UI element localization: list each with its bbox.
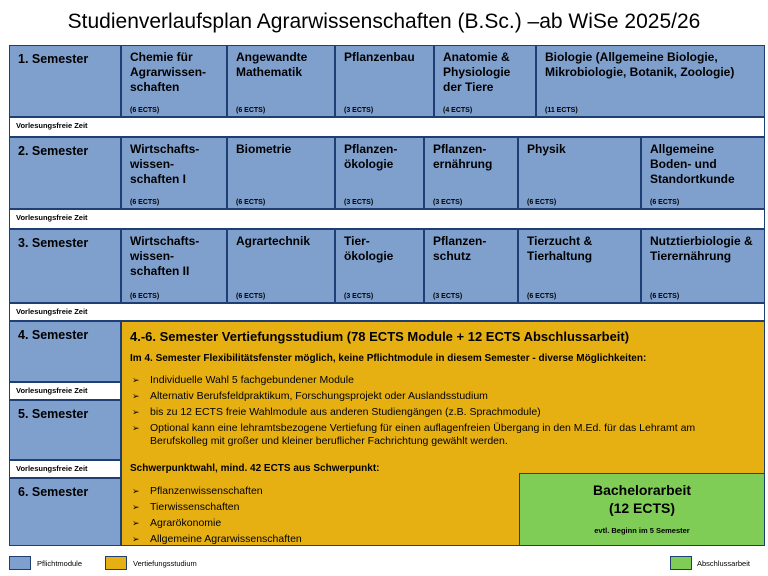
option-item: ➢ Alternativ Berufsfeldpraktikum, Forschungsprojekt oder Auslandsstudium [132,390,488,402]
module-name: Pflanzen-ökologie [344,142,398,171]
module-ects: (6 ECTS) [130,293,160,300]
module-cell [518,137,641,209]
focus-heading: Schwerpunktwahl, mind. 42 ECTS aus Schwerpunkt: [130,463,380,474]
module-name: Pflanzen-ernährung [433,142,493,171]
arrow-bullet-icon: ➢ [132,407,140,417]
module-cell [335,45,434,117]
lecture-free-period: Vorlesungsfreie Zeit [9,382,121,400]
thesis-note: evtl. Beginn im 5 Semester [594,526,690,535]
module-cell [434,45,536,117]
module-name: Biometrie [236,142,292,156]
thesis-ects: (12 ECTS) [608,500,676,516]
arrow-bullet-icon: ➢ [132,423,140,433]
module-ects: (6 ECTS) [130,107,160,114]
module-cell [121,229,227,303]
legend-label-pflicht: Pflichtmodule [37,559,83,568]
semester-5-label: 5. Semester [9,400,121,460]
arrow-bullet-icon: ➢ [132,486,140,496]
module-ects: (6 ECTS) [130,199,160,206]
thesis-title: Bachelorarbeit [592,482,692,498]
module-name: Tierzucht & Tierhaltung [527,234,593,263]
legend-swatch-abschluss [670,556,692,570]
semester-6-label: 6. Semester [9,478,121,546]
module-cell [641,229,765,303]
module-ects: (3 ECTS) [344,293,374,300]
module-ects: (3 ECTS) [433,199,463,206]
semester-1-label: 1. Semester [9,45,121,117]
module-ects: (11 ECTS) [545,107,578,114]
arrow-bullet-icon: ➢ [132,391,140,401]
focus-item: ➢ Tierwissenschaften [132,501,240,513]
focus-item: ➢ Allgemeine Agrarwissenschaften [132,533,302,545]
module-cell [518,229,641,303]
semester-3-label: 3. Semester [9,229,121,303]
option-item: ➢ Optional kann eine lehramtsbezogene Vertiefung für einen auflagenfreien Übergang in den M.Ed. für das Lehramt am Berufskolleg mit großer und kleiner beruflicher Fachrichtung gewählt werden. [132,422,696,447]
lecture-free-period: Vorlesungsfreie Zeit [9,303,765,321]
module-name: Pflanzenbau [344,50,415,64]
legend-label-abschluss: Abschlussarbeit [697,559,750,568]
module-ects: (3 ECTS) [344,199,374,206]
module-cell [536,45,765,117]
semester-4-label: 4. Semester [9,321,121,382]
module-cell [424,229,518,303]
module-cell [335,229,424,303]
module-name: Angewandte Mathematik [236,50,308,79]
module-ects: (6 ECTS) [527,293,557,300]
module-cell [335,137,424,209]
module-cell [641,137,765,209]
arrow-bullet-icon: ➢ [132,518,140,528]
arrow-bullet-icon: ➢ [132,502,140,512]
module-ects: (6 ECTS) [236,293,266,300]
option-item: ➢ bis zu 12 ECTS freie Wahlmodule aus anderen Studiengängen (z.B. Sprachmodule) [132,406,541,418]
module-cell [121,45,227,117]
module-name: Tier-ökologie [344,234,394,263]
specialization-heading: 4.-6. Semester Vertiefungsstudium (78 ECTS Module + 12 ECTS Abschlussarbeit) [130,329,630,344]
module-cell [227,137,335,209]
legend-label-vertiefung: Vertiefungsstudium [133,559,197,568]
option-item: ➢ Individuelle Wahl 5 fachgebundener Module [132,374,354,386]
page-title: Studienverlaufsplan Agrarwissenschaften (B.Sc.) –ab WiSe 2025/26 [67,10,701,33]
module-cell [227,229,335,303]
legend-swatch-vertiefung [105,556,127,570]
module-name: Chemie für Agrarwissen-schaften [130,50,207,94]
focus-item: ➢ Agrarökonomie [132,517,222,529]
module-cell [227,45,335,117]
module-ects: (3 ECTS) [433,293,463,300]
module-name: Pflanzen-schutz [433,234,487,263]
focus-item: ➢ Pflanzenwissenschaften [132,485,263,497]
module-ects: (6 ECTS) [527,199,557,206]
thesis-block [519,473,765,546]
module-ects: (6 ECTS) [650,293,680,300]
module-ects: (3 ECTS) [344,107,374,114]
module-name: Biologie (Allgemeine Biologie, Mikrobiologie, Botanik, Zoologie) [545,50,735,79]
module-ects: (6 ECTS) [236,107,266,114]
module-name: Wirtschafts-wissen-schaften II [130,234,200,278]
module-name: Anatomie & Physiologie der Tiere [443,50,511,94]
module-name: Nutztierbiologie & Tierernährung [650,234,753,263]
module-name: Wirtschafts-wissen-schaften I [130,142,200,186]
lecture-free-period: Vorlesungsfreie Zeit [9,117,765,137]
module-ects: (6 ECTS) [650,199,680,206]
module-name: Allgemeine Boden- und Standortkunde [650,142,735,186]
semester-2-label: 2. Semester [9,137,121,209]
module-name: Agrartechnik [236,234,311,248]
module-cell [424,137,518,209]
module-ects: (6 ECTS) [236,199,266,206]
arrow-bullet-icon: ➢ [132,534,140,544]
lecture-free-period: Vorlesungsfreie Zeit [9,209,765,229]
arrow-bullet-icon: ➢ [132,375,140,385]
legend-swatch-pflicht [9,556,31,570]
specialization-subheading: Im 4. Semester Flexibilitätsfenster möglich, keine Pflichtmodule in diesem Semester - diverse Möglichkeiten: [130,353,647,364]
lecture-free-period: Vorlesungsfreie Zeit [9,460,121,478]
module-name: Physik [527,142,566,156]
module-ects: (4 ECTS) [443,107,473,114]
module-cell [121,137,227,209]
